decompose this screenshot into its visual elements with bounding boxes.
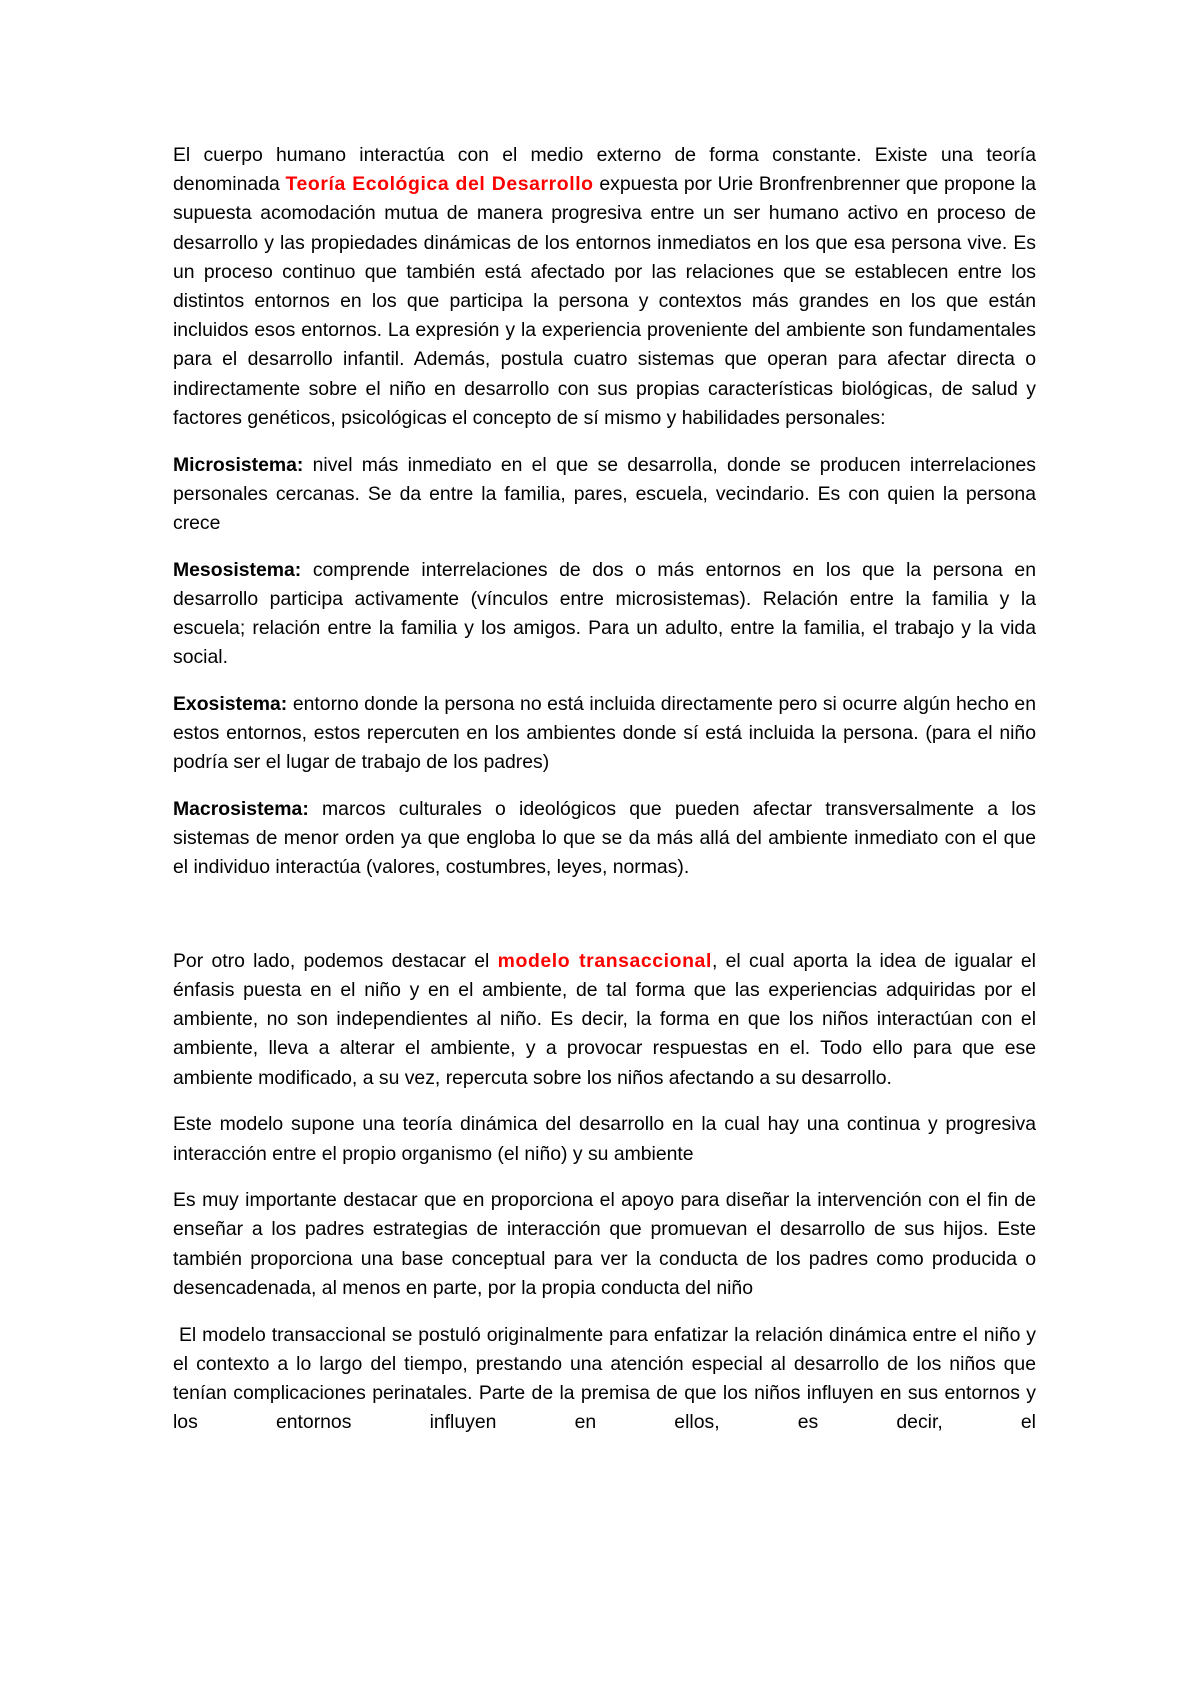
system-term: Microsistema: <box>173 453 304 476</box>
transactional-paragraph <box>173 947 1036 1093</box>
system-term: Macrosistema: <box>173 798 309 821</box>
empty-paragraph <box>173 900 1036 929</box>
system-description: nivel más inmediato en el que se desarrolla, donde se producen interrelaciones personales cercanas. Se da entre la familia, pares, escuela, vecindario. Es con quien la persona crece <box>173 453 1036 534</box>
transactional-text-before: Por otro lado, podemos destacar el <box>173 949 498 972</box>
system-term: Exosistema: <box>173 692 288 715</box>
document-body <box>173 141 1036 1455</box>
intro-paragraph <box>173 141 1036 433</box>
transactional-text-after: , el cual aporta la idea de igualar el énfasis puesta en el niño y en el ambiente, de tal forma que las experiencias adquiridas por el ambiente, no son independientes al niño. Es decir, la forma en que los niños interactúan con el ambiente, lleva a alterar el ambiente, y a provocar respuestas en el. Todo ello para que ese ambiente modificado, a su vez, repercuta sobre los niños afectando a su desarrollo. <box>173 949 1036 1089</box>
intro-text-before: El cuerpo humano interactúa con el medio externo de forma constante. Existe una teoría denominada <box>173 144 1036 196</box>
system-description: marcos culturales o ideológicos que pueden afectar transversalmente a los sistemas de menor orden ya que engloba lo que se da más allá del ambiente inmediato con el que el individuo interactúa (valores, costumbres, leyes, normas). <box>173 798 1036 879</box>
intro-text-after: expuesta por Urie Bronfrenbrenner que propone la supuesta acomodación mutua de manera progresiva entre un ser humano activo en proceso de desarrollo y las propiedades dinámicas de los entornos inmediatos en los que esa persona vive. Es un proceso continuo que también está afectado por las relaciones que se establecen entre los distintos entornos en los que participa la persona y contextos más grandes en los que están incluidos esos entornos. La expresión y la experiencia proveniente del ambiente son fundamentales para el desarrollo infantil. Además, postula cuatro sistemas que operan para afectar directa o indirectamente sobre el niño en desarrollo con sus propias características biológicas, de salud y factores genéticos, psicológicas el concepto de sí mismo y habilidades personales: <box>173 173 1036 429</box>
transactional-origin-paragraph: El modelo transaccional se postuló originalmente para enfatizar la relación dinámica entre el niño y el contexto a lo largo del tiempo, prestando una atención especial al desarrollo de los niños que tenían complicaciones perinatales. Parte de la premisa de que los niños influyen en sus entornos y los entornos influyen en ellos, es decir, el <box>173 1323 1036 1434</box>
intervention-paragraph: Es muy importante destacar que en proporciona el apoyo para diseñar la intervención con el fin de enseñar a los padres estrategias de interacción que promuevan el desarrollo de sus hijos. Este también proporciona una base conceptual para ver la conducta de los padres como producida o desencadenada, al menos en parte, por la propia conducta del niño <box>173 1189 1036 1299</box>
system-term: Mesosistema: <box>173 558 302 581</box>
dynamic-theory-paragraph: Este modelo supone una teoría dinámica del desarrollo en la cual hay una continua y progresiva interacción entre el propio organismo (el niño) y su ambiente <box>173 1113 1036 1165</box>
system-paragraph-macrosistema <box>173 795 1036 883</box>
system-description: entorno donde la persona no está incluida directamente pero si ocurre algún hecho en estos entornos, estos repercuten en los ambientes donde sí está incluida la persona. (para el niño podría ser el lugar de trabajo de los padres) <box>173 692 1036 774</box>
system-description: comprende interrelaciones de dos o más entornos en los que la persona en desarrollo participa activamente (vínculos entre microsistemas). Relación entre la familia y la escuela; relación entre la familia y los amigos. Para un adulto, entre la familia, el trabajo y la vida social. <box>173 558 1036 669</box>
model-name-highlight: modelo transaccional <box>497 949 712 972</box>
system-paragraph-exosistema <box>173 690 1036 778</box>
system-paragraph-microsistema <box>173 451 1036 539</box>
theory-name-highlight: Teoría Ecológica del Desarrollo <box>285 173 594 196</box>
system-paragraph-mesosistema <box>173 556 1036 673</box>
